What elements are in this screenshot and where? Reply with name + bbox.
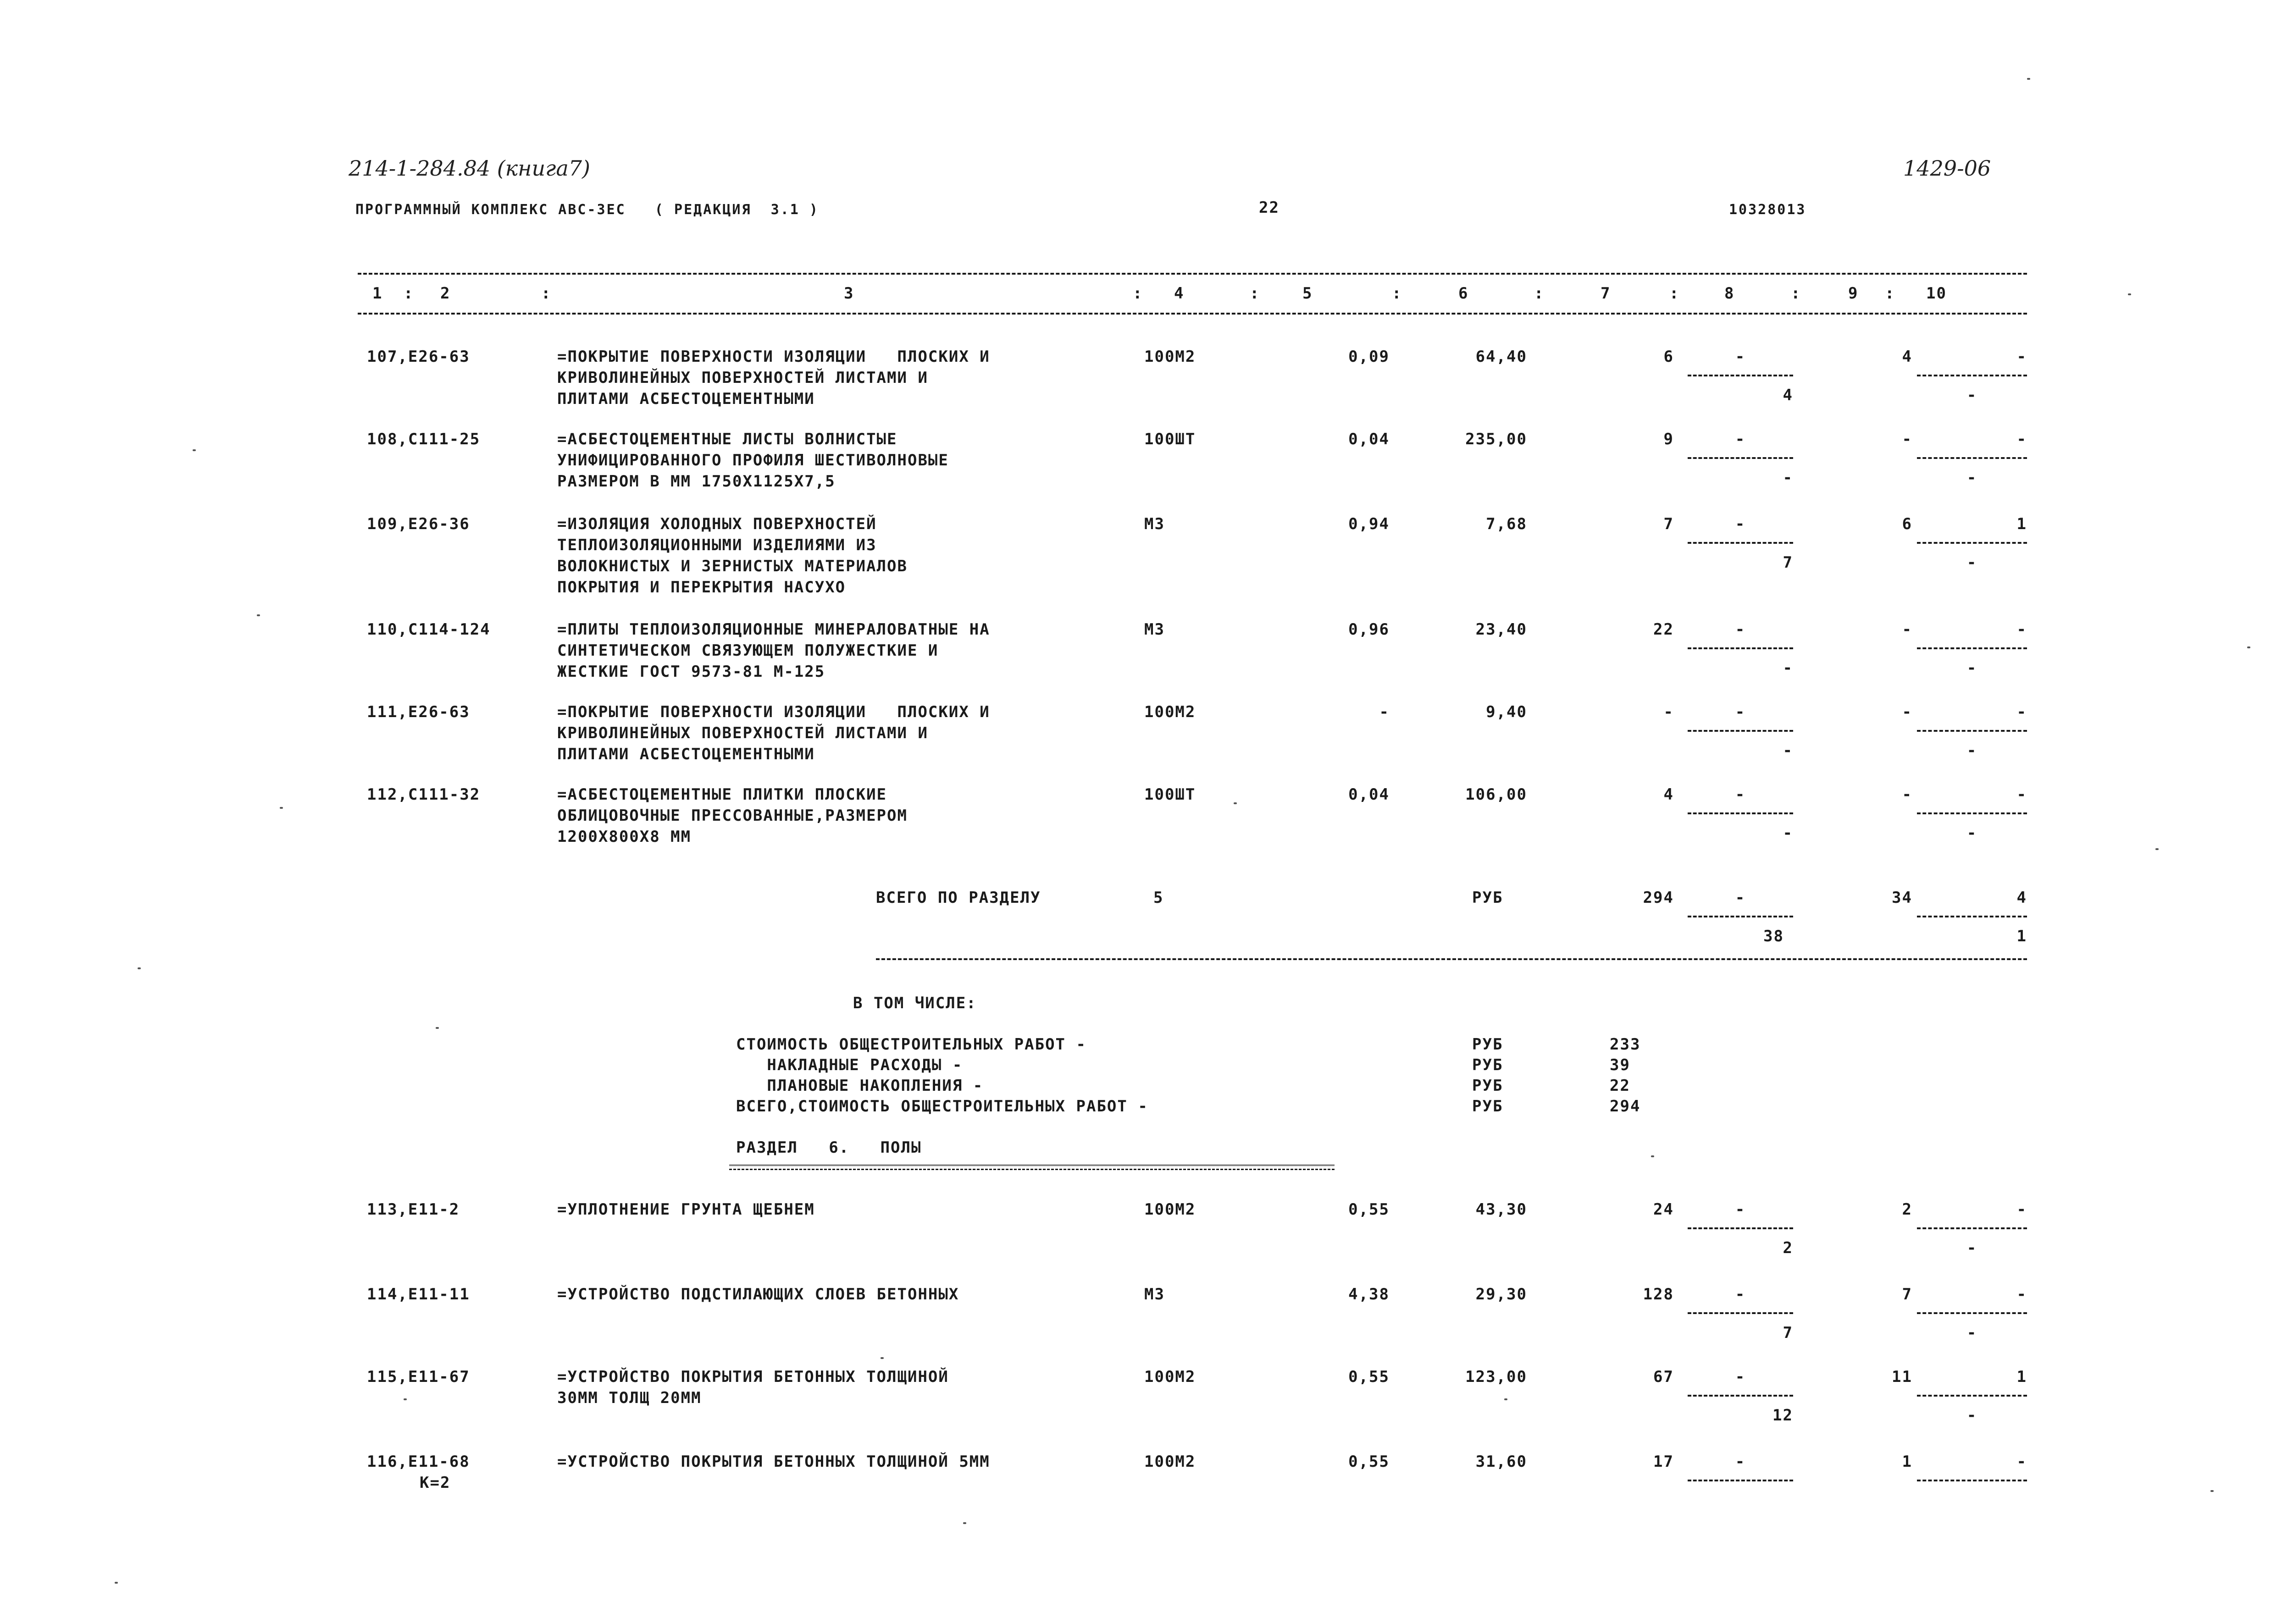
breakdown-value: 22 bbox=[1610, 1077, 1630, 1095]
column-header-8: 8 bbox=[1724, 284, 1735, 303]
breakdown-unit: РУБ bbox=[1472, 1077, 1503, 1095]
estimate-row-description-line: СИНТЕТИЧЕСКОМ СВЯЗУЮЩЕМ ПОЛУЖЕСТКИЕ И bbox=[557, 641, 939, 660]
estimate-row-col10-top: - bbox=[2016, 703, 2027, 721]
estimate-row-unit: 100М2 bbox=[1144, 348, 1196, 366]
floor-row-unit: 100М2 bbox=[1144, 1368, 1196, 1386]
scan-speckle bbox=[138, 967, 141, 969]
estimate-row-col10-bottom: - bbox=[1966, 659, 1977, 677]
column-separator: : bbox=[1250, 284, 1260, 303]
scan-speckle bbox=[2210, 1490, 2214, 1492]
estimate-row-col10-top: - bbox=[2016, 620, 2027, 639]
estimate-row-col8-rule bbox=[1688, 730, 1793, 732]
floor-row-col8-rule bbox=[1688, 1312, 1793, 1314]
breakdown-unit: РУБ bbox=[1472, 1097, 1503, 1116]
estimate-row-description-line: ПЛИТАМИ АСБЕСТОЦЕМЕНТНЫМИ bbox=[557, 390, 815, 408]
column-separator: : bbox=[1885, 284, 1895, 303]
floor-row-col9: 7 bbox=[1902, 1285, 1912, 1304]
floor-row-code: 116,Е11-68 bbox=[367, 1453, 470, 1471]
floor-row-col8-rule bbox=[1688, 1227, 1793, 1229]
page-number: 22 bbox=[1259, 199, 1279, 217]
section-heading: РАЗДЕЛ 6. ПОЛЫ bbox=[736, 1138, 922, 1157]
estimate-row-total-cost: 7 bbox=[1663, 515, 1674, 533]
estimate-row-col8-rule bbox=[1688, 542, 1793, 544]
estimate-row-col8-top: - bbox=[1735, 620, 1746, 639]
column-separator: : bbox=[1669, 284, 1680, 303]
floor-row-col8-rule bbox=[1688, 1480, 1793, 1481]
estimate-row-col9: - bbox=[1902, 785, 1912, 804]
floor-row-code: 114,Е11-11 bbox=[367, 1285, 470, 1304]
floor-row-unit-price: 123,00 bbox=[1465, 1368, 1527, 1386]
handwritten-sheet-number: 1429-06 bbox=[1903, 156, 1991, 181]
floor-row-col8-top: - bbox=[1735, 1200, 1746, 1219]
estimate-row-col8-top: - bbox=[1735, 430, 1746, 448]
estimate-row-col10-bottom: - bbox=[1966, 741, 1977, 760]
header-rule-bottom bbox=[358, 313, 2027, 316]
estimate-row-description-line: КРИВОЛИНЕЙНЫХ ПОВЕРХНОСТЕЙ ЛИСТАМИ И bbox=[557, 724, 928, 742]
scan-speckle bbox=[1504, 1398, 1507, 1400]
estimate-row-description-line: =ПЛИТЫ ТЕПЛОИЗОЛЯЦИОННЫЕ МИНЕРАЛОВАТНЫЕ НА bbox=[557, 620, 990, 639]
floor-row-total-cost: 128 bbox=[1643, 1285, 1674, 1304]
column-separator: : bbox=[1791, 284, 1801, 303]
floor-row-quantity: 0,55 bbox=[1348, 1200, 1390, 1219]
floor-row-col10-rule bbox=[1917, 1227, 2027, 1229]
estimate-row-col8-bottom: - bbox=[1783, 469, 1793, 487]
breakdown-value: 233 bbox=[1610, 1035, 1641, 1054]
floor-row-description-line: =УСТРОЙСТВО ПОКРЫТИЯ БЕТОННЫХ ТОЛЩИНОЙ 5ММ bbox=[557, 1453, 990, 1471]
estimate-row-code: 110,С114-124 bbox=[367, 620, 491, 639]
estimate-row-description-line: ЖЕСТКИЕ ГОСТ 9573-81 М-125 bbox=[557, 663, 825, 681]
estimate-row-description-line: ОБЛИЦОВОЧНЫЕ ПРЕССОВАННЫЕ,РАЗМЕРОМ bbox=[557, 806, 908, 825]
estimate-row-description-line: =ПОКРЫТИЕ ПОВЕРХНОСТИ ИЗОЛЯЦИИ ПЛОСКИХ И bbox=[557, 348, 990, 366]
floor-row-description-line: 30ММ ТОЛЩ 20ММ bbox=[557, 1389, 702, 1407]
section-total-col8-rule bbox=[1688, 916, 1793, 917]
estimate-row-col8-top: - bbox=[1735, 515, 1746, 533]
estimate-row-col8-bottom: 4 bbox=[1783, 386, 1793, 404]
estimate-row-col10-top: - bbox=[2016, 785, 2027, 804]
estimate-row-col10-bottom: - bbox=[1966, 386, 1977, 404]
column-header-9: 9 bbox=[1848, 284, 1859, 303]
breakdown-label: ПЛАНОВЫЕ НАКОПЛЕНИЯ - bbox=[736, 1077, 984, 1095]
floor-row-col10-bottom: - bbox=[1966, 1324, 1977, 1342]
floor-row-total-cost: 24 bbox=[1653, 1200, 1674, 1219]
column-header-2: 2 bbox=[440, 284, 451, 303]
estimate-row-total-cost: 6 bbox=[1663, 348, 1674, 366]
section-total-count: 5 bbox=[1153, 889, 1164, 907]
floor-row-unit-price: 29,30 bbox=[1475, 1285, 1527, 1304]
estimate-row-quantity: - bbox=[1379, 703, 1390, 721]
floor-row-description-line: =УСТРОЙСТВО ПОКРЫТИЯ БЕТОННЫХ ТОЛЩИНОЙ bbox=[557, 1368, 949, 1386]
estimate-row-quantity: 0,04 bbox=[1348, 430, 1390, 448]
estimate-row-unit: 100М2 bbox=[1144, 703, 1196, 721]
column-header-7: 7 bbox=[1601, 284, 1611, 303]
section-total-col8-bottom: 38 bbox=[1763, 927, 1784, 945]
program-title: ПРОГРАММНЫЙ КОМПЛЕКС АВС-ЗЕС ( РЕДАКЦИЯ 3.1 ) bbox=[355, 202, 819, 218]
floor-row-col10-rule bbox=[1917, 1312, 2027, 1314]
column-separator: : bbox=[1392, 284, 1402, 303]
column-separator: : bbox=[404, 284, 414, 303]
floor-row-col10-top: - bbox=[2016, 1453, 2027, 1471]
estimate-row-description-line: УНИФИЦИРОВАННОГО ПРОФИЛЯ ШЕСТИВОЛНОВЫЕ bbox=[557, 451, 949, 470]
floor-row-code-coefficient: К=2 bbox=[420, 1474, 451, 1492]
breakdown-label: НАКЛАДНЫЕ РАСХОДЫ - bbox=[736, 1056, 963, 1074]
estimate-row-col9: 6 bbox=[1902, 515, 1912, 533]
estimate-row-total-cost: 4 bbox=[1663, 785, 1674, 804]
floor-row-col9: 2 bbox=[1902, 1200, 1912, 1219]
floor-row-col10-rule bbox=[1917, 1480, 2027, 1481]
floor-row-col10-top: - bbox=[2016, 1200, 2027, 1219]
column-header-6: 6 bbox=[1458, 284, 1469, 303]
scan-speckle bbox=[1234, 802, 1237, 804]
estimate-row-col8-bottom: - bbox=[1783, 824, 1793, 842]
breakdown-label: ВСЕГО,СТОИМОСТЬ ОБЩЕСТРОИТЕЛЬНЫХ РАБОТ - bbox=[736, 1097, 1148, 1116]
floor-row-col10-top: 1 bbox=[2016, 1368, 2027, 1386]
scan-speckle bbox=[280, 807, 283, 809]
floor-row-description-line: =УПЛОТНЕНИЕ ГРУНТА ЩЕБНЕМ bbox=[557, 1200, 815, 1219]
floor-row-quantity: 0,55 bbox=[1348, 1368, 1390, 1386]
estimate-row-col9: - bbox=[1902, 620, 1912, 639]
estimate-row-total-cost: 9 bbox=[1663, 430, 1674, 448]
section-total-col10-bottom: 1 bbox=[2016, 927, 2027, 945]
floor-row-total-cost: 17 bbox=[1653, 1453, 1674, 1471]
column-header-1: 1 bbox=[372, 284, 383, 303]
estimate-row-col8-top: - bbox=[1735, 703, 1746, 721]
floor-row-quantity: 4,38 bbox=[1348, 1285, 1390, 1304]
estimate-row-description-line: КРИВОЛИНЕЙНЫХ ПОВЕРХНОСТЕЙ ЛИСТАМИ И bbox=[557, 369, 928, 387]
section-total-col10-rule bbox=[1917, 916, 2027, 917]
estimate-row-quantity: 0,09 bbox=[1348, 348, 1390, 366]
estimate-row-col10-rule bbox=[1917, 812, 2027, 814]
scan-speckle bbox=[2128, 293, 2131, 295]
floor-row-description-line: =УСТРОЙСТВО ПОДСТИЛАЮЩИХ СЛОЕВ БЕТОННЫХ bbox=[557, 1285, 959, 1304]
scan-speckle bbox=[1651, 1155, 1654, 1157]
section-total-unit: РУБ bbox=[1472, 889, 1503, 907]
floor-row-col10-bottom: - bbox=[1966, 1239, 1977, 1257]
estimate-row-unit-price: 106,00 bbox=[1465, 785, 1527, 804]
estimate-row-col8-top: - bbox=[1735, 348, 1746, 366]
floor-row-col8-top: - bbox=[1735, 1368, 1746, 1386]
scan-speckle bbox=[193, 449, 196, 451]
section-total-rule bbox=[876, 958, 2027, 962]
estimate-row-col10-bottom: - bbox=[1966, 824, 1977, 842]
column-header-3: 3 bbox=[844, 284, 854, 303]
estimate-row-col8-rule bbox=[1688, 812, 1793, 814]
floor-row-col8-bottom: 12 bbox=[1772, 1406, 1793, 1425]
floor-row-col8-bottom: 7 bbox=[1783, 1324, 1793, 1342]
estimate-row-col10-top: 1 bbox=[2016, 515, 2027, 533]
floor-row-col8-bottom: 2 bbox=[1783, 1239, 1793, 1257]
floor-row-quantity: 0,55 bbox=[1348, 1453, 1390, 1471]
estimate-row-col10-rule bbox=[1917, 730, 2027, 732]
estimate-row-col8-bottom: - bbox=[1783, 741, 1793, 760]
estimate-row-description-line: =ИЗОЛЯЦИЯ ХОЛОДНЫХ ПОВЕРХНОСТЕЙ bbox=[557, 515, 877, 533]
estimate-row-description-line: ПЛИТАМИ АСБЕСТОЦЕМЕНТНЫМИ bbox=[557, 745, 815, 763]
estimate-row-unit-price: 64,40 bbox=[1475, 348, 1527, 366]
floor-row-col10-top: - bbox=[2016, 1285, 2027, 1304]
scan-speckle bbox=[2247, 646, 2250, 648]
estimate-row-col9: 4 bbox=[1902, 348, 1912, 366]
estimate-row-col8-bottom: - bbox=[1783, 659, 1793, 677]
estimate-row-total-cost: - bbox=[1663, 703, 1674, 721]
document-code: 10328013 bbox=[1729, 202, 1806, 218]
scan-speckle bbox=[2155, 848, 2159, 850]
scan-speckle bbox=[257, 614, 260, 616]
estimate-row-col10-rule bbox=[1917, 375, 2027, 376]
estimate-row-description-line: РАЗМЕРОМ В ММ 1750Х1125Х7,5 bbox=[557, 472, 836, 491]
estimate-row-col8-rule bbox=[1688, 375, 1793, 376]
section-total-col9: 34 bbox=[1892, 889, 1912, 907]
estimate-row-col8-bottom: 7 bbox=[1783, 553, 1793, 572]
estimate-row-col10-top: - bbox=[2016, 430, 2027, 448]
floor-row-code: 113,Е11-2 bbox=[367, 1200, 460, 1219]
floor-row-col8-top: - bbox=[1735, 1285, 1746, 1304]
estimate-row-col9: - bbox=[1902, 430, 1912, 448]
estimate-row-col8-rule bbox=[1688, 457, 1793, 459]
breakdown-label: СТОИМОСТЬ ОБЩЕСТРОИТЕЛЬНЫХ РАБОТ - bbox=[736, 1035, 1086, 1054]
estimate-row-quantity: 0,96 bbox=[1348, 620, 1390, 639]
breakdown-value: 294 bbox=[1610, 1097, 1641, 1116]
floor-row-col8-top: - bbox=[1735, 1453, 1746, 1471]
estimate-row-unit: 100ШТ bbox=[1144, 785, 1196, 804]
floor-row-unit: 100М2 bbox=[1144, 1200, 1196, 1219]
section-total-cost: 294 bbox=[1643, 889, 1674, 907]
section-total-col8-top: - bbox=[1735, 889, 1746, 907]
estimate-row-col10-top: - bbox=[2016, 348, 2027, 366]
column-separator: : bbox=[1534, 284, 1545, 303]
handwritten-document-number: 214-1-284.84 (книга7) bbox=[349, 156, 590, 181]
estimate-row-col10-rule bbox=[1917, 457, 2027, 459]
estimate-row-code: 112,С111-32 bbox=[367, 785, 481, 804]
floor-row-unit: 100М2 bbox=[1144, 1453, 1196, 1471]
estimate-row-unit-price: 23,40 bbox=[1475, 620, 1527, 639]
estimate-row-quantity: 0,04 bbox=[1348, 785, 1390, 804]
scan-speckle bbox=[881, 1357, 884, 1359]
estimate-row-col10-rule bbox=[1917, 542, 2027, 544]
estimate-row-col8-top: - bbox=[1735, 785, 1746, 804]
estimate-row-unit: М3 bbox=[1144, 515, 1165, 533]
estimate-row-col10-bottom: - bbox=[1966, 553, 1977, 572]
floor-row-col8-rule bbox=[1688, 1395, 1793, 1397]
estimate-row-unit-price: 235,00 bbox=[1465, 430, 1527, 448]
floor-row-col10-rule bbox=[1917, 1395, 2027, 1397]
header-rule-top bbox=[358, 273, 2027, 276]
estimate-row-code: 109,Е26-36 bbox=[367, 515, 470, 533]
scan-speckle bbox=[963, 1522, 966, 1524]
scan-speckle bbox=[115, 1582, 118, 1584]
estimate-row-description-line: ПОКРЫТИЯ И ПЕРЕКРЫТИЯ НАСУХО bbox=[557, 578, 846, 597]
column-header-5: 5 bbox=[1302, 284, 1313, 303]
estimate-row-description-line: =ПОКРЫТИЕ ПОВЕРХНОСТИ ИЗОЛЯЦИИ ПЛОСКИХ И bbox=[557, 703, 990, 721]
estimate-row-description-line: =АСБЕСТОЦЕМЕНТНЫЕ ЛИСТЫ ВОЛНИСТЫЕ bbox=[557, 430, 897, 448]
estimate-row-unit-price: 9,40 bbox=[1486, 703, 1527, 721]
estimate-row-unit-price: 7,68 bbox=[1486, 515, 1527, 533]
estimate-row-col9: - bbox=[1902, 703, 1912, 721]
estimate-row-unit: М3 bbox=[1144, 620, 1165, 639]
floor-row-total-cost: 67 bbox=[1653, 1368, 1674, 1386]
estimate-row-description-line: ТЕПЛОИЗОЛЯЦИОННЫМИ ИЗДЕЛИЯМИ ИЗ bbox=[557, 536, 877, 554]
scan-speckle bbox=[2027, 78, 2030, 80]
breakdown-value: 39 bbox=[1610, 1056, 1630, 1074]
floor-row-unit-price: 43,30 bbox=[1475, 1200, 1527, 1219]
estimate-row-quantity: 0,94 bbox=[1348, 515, 1390, 533]
section-total-label: ВСЕГО ПО РАЗДЕЛУ bbox=[876, 889, 1041, 907]
section-heading-underline bbox=[729, 1165, 1335, 1170]
estimate-row-description-line: ВОЛОКНИСТЫХ И ЗЕРНИСТЫХ МАТЕРИАЛОВ bbox=[557, 557, 908, 575]
breakdown-unit: РУБ bbox=[1472, 1056, 1503, 1074]
estimate-row-col10-rule bbox=[1917, 647, 2027, 649]
estimate-row-col10-bottom: - bbox=[1966, 469, 1977, 487]
floor-row-col10-bottom: - bbox=[1966, 1406, 1977, 1425]
estimate-row-description-line: =АСБЕСТОЦЕМЕНТНЫЕ ПЛИТКИ ПЛОСКИЕ bbox=[557, 785, 887, 804]
estimate-row-total-cost: 22 bbox=[1653, 620, 1674, 639]
column-header-10: 10 bbox=[1926, 284, 1947, 303]
column-separator: : bbox=[541, 284, 552, 303]
scan-speckle bbox=[404, 1398, 407, 1400]
breakdown-heading: В ТОМ ЧИСЛЕ: bbox=[853, 994, 977, 1012]
section-total-col10-top: 4 bbox=[2016, 889, 2027, 907]
column-separator: : bbox=[1133, 284, 1143, 303]
column-header-4: 4 bbox=[1174, 284, 1185, 303]
breakdown-unit: РУБ bbox=[1472, 1035, 1503, 1054]
estimate-row-col8-rule bbox=[1688, 647, 1793, 649]
floor-row-unit-price: 31,60 bbox=[1475, 1453, 1527, 1471]
estimate-row-code: 107,Е26-63 bbox=[367, 348, 470, 366]
floor-row-col9: 11 bbox=[1892, 1368, 1912, 1386]
floor-row-code: 115,Е11-67 bbox=[367, 1368, 470, 1386]
floor-row-col9: 1 bbox=[1902, 1453, 1912, 1471]
estimate-row-unit: 100ШТ bbox=[1144, 430, 1196, 448]
estimate-row-description-line: 1200Х800Х8 ММ bbox=[557, 828, 692, 846]
estimate-row-code: 108,С111-25 bbox=[367, 430, 481, 448]
floor-row-unit: М3 bbox=[1144, 1285, 1165, 1304]
scan-speckle bbox=[436, 1027, 439, 1029]
estimate-row-code: 111,Е26-63 bbox=[367, 703, 470, 721]
